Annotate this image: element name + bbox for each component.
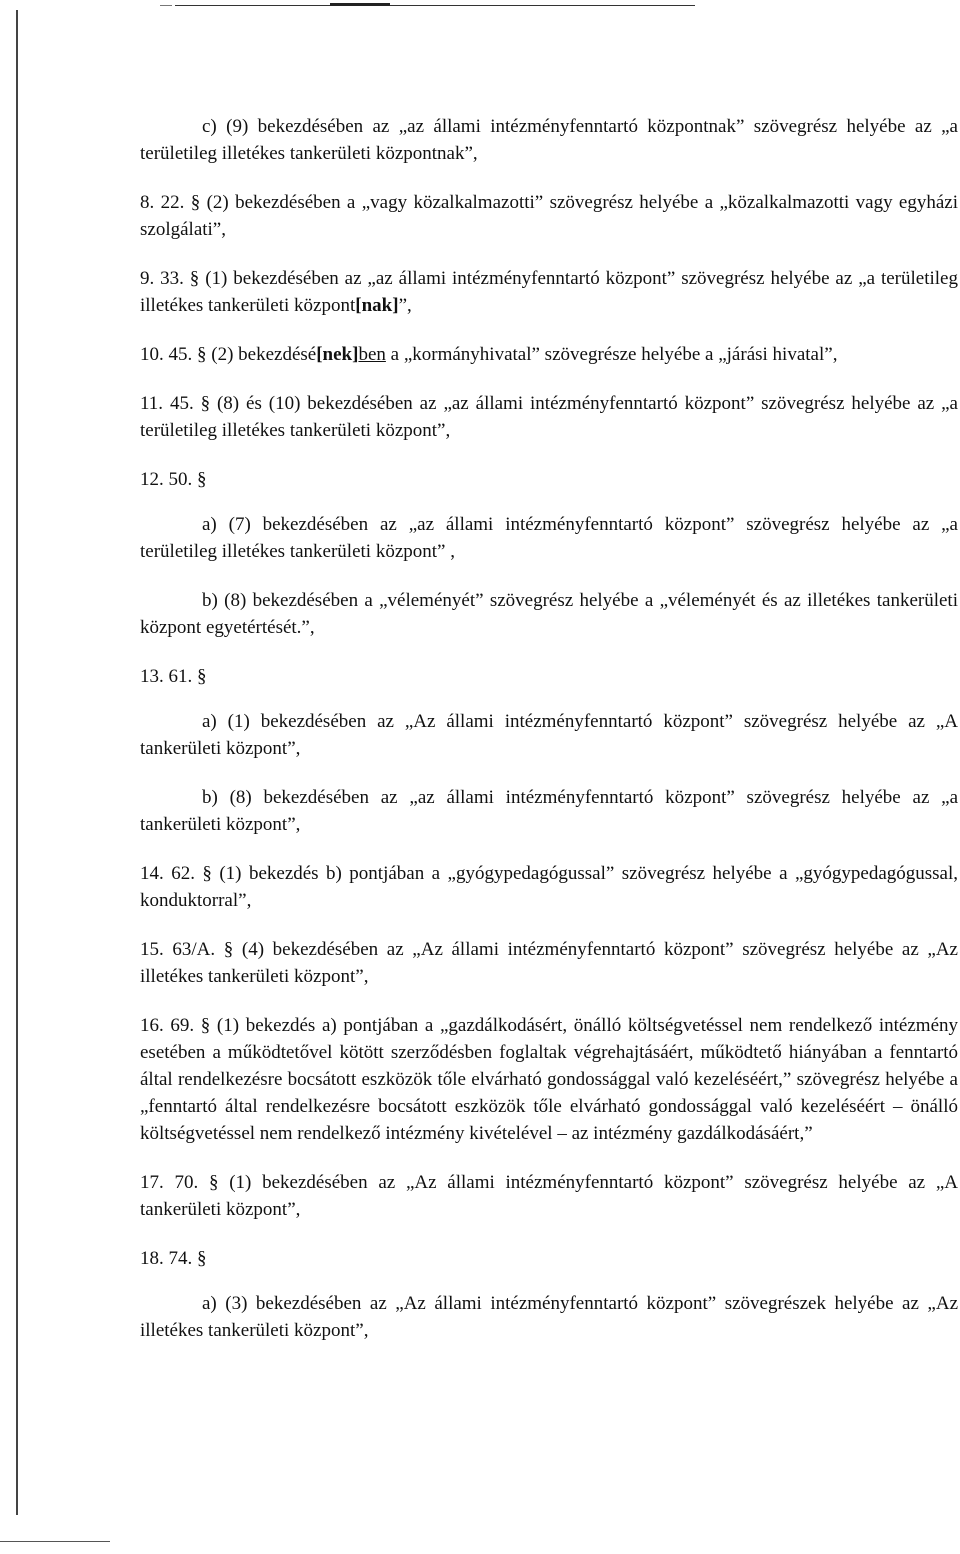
paragraph-12a: a) (7) bekezdésében az „az állami intézményfenntartó központ” szövegrész helyébe az „a területileg illetékes tankerületi központ” , (140, 514, 958, 562)
margin-bar (16, 10, 18, 1515)
paragraph-17: 17. 70. § (1) bekezdésében az „Az állami intézményfenntartó központ” szövegrész helyébe az „A tankerületi központ”, (140, 1172, 958, 1220)
footer-rule (0, 1541, 110, 1542)
paragraph-9: 9. 33. § (1) bekezdésében az „az állami intézményfenntartó központ” szövegrész helyébe az „a területileg illetékes tankerületi központ[nak]”, (140, 268, 958, 316)
paragraph-c9: c) (9) bekezdésében az „az állami intézményfenntartó központnak” szövegrész helyébe az „a területileg illetékes tankerületi központnak”, (140, 116, 958, 164)
paragraph-13b: b) (8) bekezdésében az „az állami intézményfenntartó központ” szövegrész helyébe az „a tankerületi központ”, (140, 787, 958, 835)
inserted-text: [nak] (355, 295, 399, 316)
paragraph-13: 13. 61. § (140, 666, 207, 687)
paragraph-15: 15. 63/A. § (4) bekezdésében az „Az állami intézményfenntartó központ” szövegrész helyébe az „Az illetékes tankerületi központ”, (140, 939, 958, 987)
paragraph-18a: a) (3) bekezdésében az „Az állami intézményfenntartó központ” szövegrészek helyébe az „Az illetékes tankerületi központ”, (140, 1293, 958, 1341)
paragraph-12b: b) (8) bekezdésében a „véleményét” szövegrész helyébe a „véleményét és az illetékes tankerületi központ egyetértését.”, (140, 590, 958, 638)
header-rule-thick (330, 3, 390, 6)
header-rule (175, 5, 695, 6)
paragraph-16: 16. 69. § (1) bekezdés a) pontjában a „gazdálkodásért, önálló költségvetéssel nem rendelkező intézmény esetében a működtetővel kötött szerződésben foglaltak végrehajtásáért, működtető hiányában a fenntartó által rendelkezésre bocsátott eszközök tőle elvárható gondossággal való kezeléséért,” szövegrész helyébe a „fenntartó által rendelkezésre bocsátott eszközök tőle elvárható gondossággal való kezeléséért – önálló költségvetéssel nem rendelkező intézmény kivételével – az intézmény gazdálkodásáért,” (140, 1015, 958, 1144)
paragraph-12: 12. 50. § (140, 469, 207, 490)
paragraph-11: 11. 45. § (8) és (10) bekezdésében az „az állami intézményfenntartó központ” szövegrész helyébe az „a területileg illetékes tankerületi központ”, (140, 393, 958, 441)
paragraph-10: 10. 45. § (2) bekezdésé[nek]ben a „kormányhivatal” szövegrésze helyébe a „járási hivatal”, (140, 344, 838, 365)
paragraph-18: 18. 74. § (140, 1248, 207, 1269)
paragraph-13a: a) (1) bekezdésében az „Az állami intézményfenntartó központ” szövegrész helyébe az „A tankerületi központ”, (140, 711, 958, 759)
header-dash (160, 5, 172, 6)
paragraph-8: 8. 22. § (2) bekezdésében a „vagy közalkalmazotti” szövegrész helyébe a „közalkalmazotti vagy egyházi szolgálati”, (140, 192, 958, 240)
document-body (140, 113, 958, 1366)
underlined-text: ben (358, 344, 386, 365)
inserted-text: [nek] (316, 344, 359, 365)
paragraph-14: 14. 62. § (1) bekezdés b) pontjában a „gyógypedagógussal” szövegrész helyébe a „gyógypedagógussal, konduktorral”, (140, 863, 958, 911)
